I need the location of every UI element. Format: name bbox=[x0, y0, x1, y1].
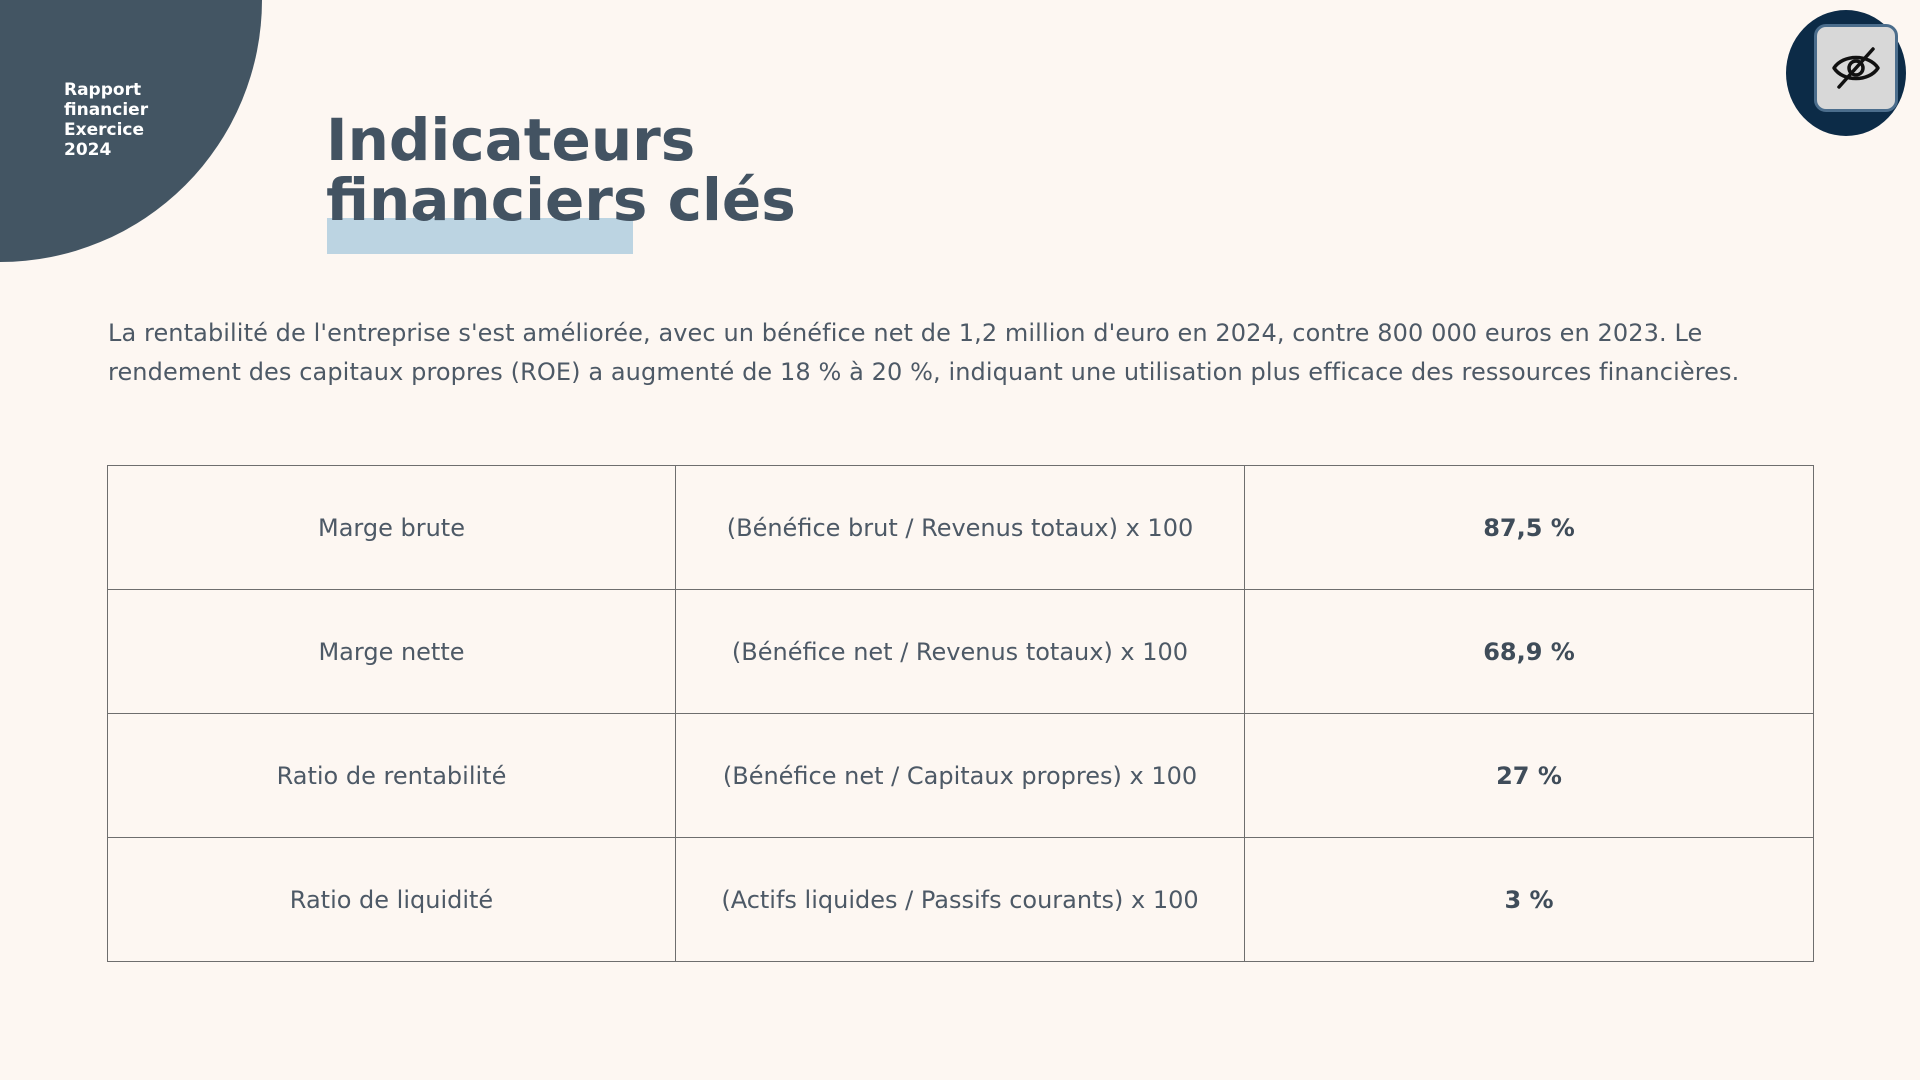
indicator-formula: (Bénéfice net / Capitaux propres) x 100 bbox=[676, 714, 1245, 838]
table-row bbox=[108, 466, 1814, 590]
indicator-value: 87,5 % bbox=[1245, 466, 1814, 590]
indicator-value: 27 % bbox=[1245, 714, 1814, 838]
indicator-name: Ratio de rentabilité bbox=[108, 714, 676, 838]
indicator-name: Marge brute bbox=[108, 466, 676, 590]
visibility-toggle[interactable] bbox=[1786, 10, 1906, 136]
table-row bbox=[108, 714, 1814, 838]
report-badge-line: 2024 bbox=[64, 140, 112, 160]
indicator-formula: (Bénéfice net / Revenus totaux) x 100 bbox=[676, 590, 1245, 714]
intro-paragraph: La rentabilité de l'entreprise s'est améliorée, avec un bénéfice net de 1,2 million d'euro en 2024, contre 800 000 euros en 2023. Le rendement des capitaux propres (ROE) a augmenté de 18 % à 20 %, indiquant une utilisation plus efficace des ressources financières. bbox=[108, 319, 1740, 386]
indicator-name: Marge nette bbox=[108, 590, 676, 714]
eye-slash-icon bbox=[1829, 41, 1883, 95]
indicator-value: 3 % bbox=[1245, 838, 1814, 962]
indicator-formula: (Bénéfice brut / Revenus totaux) x 100 bbox=[676, 466, 1245, 590]
visibility-toggle-button[interactable] bbox=[1814, 24, 1898, 112]
page-title bbox=[326, 106, 796, 234]
table-row bbox=[108, 590, 1814, 714]
report-badge-line: Exercice bbox=[64, 120, 145, 140]
indicator-name: Ratio de liquidité bbox=[108, 838, 676, 962]
page-title-line: Indicateurs bbox=[326, 106, 696, 174]
report-badge bbox=[64, 80, 174, 160]
financial-indicators-table bbox=[107, 465, 1814, 962]
page-title-line: financiers clés bbox=[326, 166, 796, 234]
report-badge-line: Rapport bbox=[64, 80, 142, 100]
report-badge-line: financier bbox=[64, 100, 149, 120]
indicator-value: 68,9 % bbox=[1245, 590, 1814, 714]
indicator-formula: (Actifs liquides / Passifs courants) x 100 bbox=[676, 838, 1245, 962]
table-row bbox=[108, 838, 1814, 962]
